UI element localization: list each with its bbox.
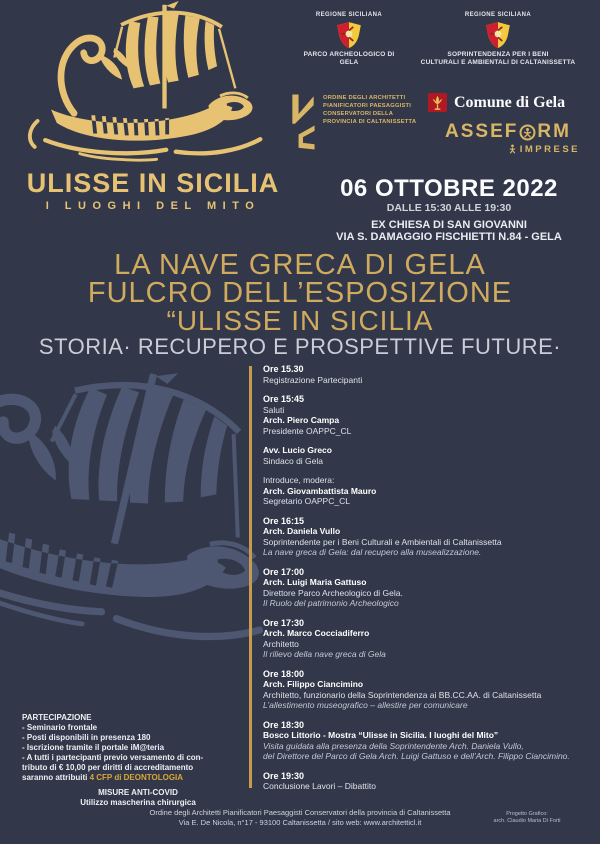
program-line: Registrazione Partecipanti bbox=[263, 374, 363, 385]
participation-item: - Seminario frontale bbox=[22, 723, 98, 732]
greek-ship-illustration bbox=[22, 0, 272, 168]
program-item bbox=[263, 771, 593, 792]
main-title-block bbox=[0, 251, 600, 359]
participation-credits bbox=[22, 773, 254, 783]
participation-block bbox=[22, 713, 254, 808]
brand-block bbox=[26, 168, 280, 212]
ordine-architetti-glyph-icon bbox=[287, 92, 319, 152]
graphic-design-credit bbox=[472, 811, 582, 825]
program-speaker: Arch. Luigi Maria Gattuso bbox=[263, 577, 367, 587]
program-talk-title: L’allestimento museografico – allestire per comunicare bbox=[263, 700, 468, 710]
program-schedule bbox=[263, 364, 593, 801]
asseform-sub: IMPRESE bbox=[519, 144, 580, 155]
program-item bbox=[263, 618, 593, 660]
event-date: 06 OTTOBRE 2022 bbox=[340, 175, 558, 202]
event-venue: EX CHIESA DI SAN GIOVANNI bbox=[371, 219, 527, 231]
credit-line1: Progetto Grafico: bbox=[506, 811, 548, 817]
trinacria-crest-icon bbox=[485, 21, 511, 49]
program-time: Ore 18:30 bbox=[263, 719, 305, 730]
program-time: Ore 19:30 bbox=[263, 770, 305, 781]
logo-regione-parco-gela bbox=[297, 12, 401, 67]
region-caption-line2: CULTURALI E AMBIENTALI DI CALTANISSETTA bbox=[420, 59, 576, 66]
program-talk-title: del Direttore del Parco di Gela Arch. Luigi Gattuso e dell’Arch. Filippo Ciancimino. bbox=[263, 751, 570, 761]
footer-line2: Via E. De Nicola, n°17 - 93100 Caltanissetta / sito web: www.architetticl.it bbox=[178, 817, 422, 827]
region-label: REGIONE SICILIANA bbox=[464, 12, 532, 18]
credits-prefix: saranno attribuiti bbox=[22, 773, 90, 782]
footer-line1: Ordine degli Architetti Pianificatori Paesaggisti Conservatori della provincia di Caltanissetta bbox=[149, 808, 451, 817]
program-line: Soprintendente per i Beni Culturali e Ambientali di Caltanissetta bbox=[263, 536, 502, 547]
gela-crest-icon bbox=[428, 93, 447, 112]
program-speaker: Arch. Daniela Vullo bbox=[263, 526, 341, 536]
program-line: Direttore Parco Archeologico di Gela. bbox=[263, 587, 403, 598]
event-info-block bbox=[308, 176, 590, 243]
brand-subtitle: I LUOGHI DEL MITO bbox=[45, 200, 261, 212]
region-label: REGIONE SICILIANA bbox=[315, 12, 383, 18]
program-item bbox=[263, 516, 593, 558]
credit-line2: arch. Claudio Maria Di Forti bbox=[493, 818, 561, 824]
event-time: DALLE 15:30 ALLE 19:30 bbox=[386, 202, 512, 214]
program-item bbox=[263, 720, 593, 762]
event-address: VIA S. DAMAGGIO FISCHIETTI N.84 - GELA bbox=[336, 231, 562, 243]
program-talk-title: La nave greca di Gela: dal recupero alla musealizzazione. bbox=[263, 547, 482, 557]
program-time: Ore 15.30 bbox=[263, 364, 304, 374]
region-caption-line1: SOPRINTENDENZA PER I BENI bbox=[447, 51, 549, 58]
participation-item: tributo di € 10,00 per diritti di accreditamento bbox=[22, 763, 194, 772]
program-item bbox=[263, 475, 593, 507]
program-speaker: Arch. Marco Cocciadiferro bbox=[263, 628, 370, 638]
program-item bbox=[263, 567, 593, 609]
main-title-line2: FULCRO DELL’ESPOSIZIONE bbox=[87, 277, 513, 309]
program-time: Ore 18:00 bbox=[263, 668, 305, 679]
program-item bbox=[263, 669, 593, 711]
comune-name: Comune di Gela bbox=[454, 93, 566, 111]
program-time: Ore 17:30 bbox=[263, 617, 305, 628]
cfp-credits-highlight: 4 CFP di DEONTOLOGIA bbox=[89, 773, 184, 782]
asseform-name-left: ASSEF bbox=[445, 121, 519, 142]
asseform-figure-icon bbox=[519, 124, 536, 141]
logo-regione-soprintendenza bbox=[408, 12, 588, 67]
program-line: Presidente OAPPC_CL bbox=[263, 425, 352, 436]
main-title-line1: LA NAVE GRECA DI GELA bbox=[114, 249, 486, 281]
participation-title: PARTECIPAZIONE bbox=[22, 713, 92, 722]
asseform-name-right: RM bbox=[537, 121, 571, 142]
program-line: Sindaco di Gela bbox=[263, 455, 324, 466]
program-line: Conclusione Lavori – Dibattito bbox=[263, 781, 376, 791]
region-caption: PARCO ARCHEOLOGICO DI GELA bbox=[303, 51, 395, 66]
program-speaker: Arch. Piero Campa bbox=[263, 415, 340, 425]
program-line: Saluti bbox=[263, 404, 285, 415]
program-item bbox=[263, 394, 593, 436]
program-line: Architetto bbox=[263, 638, 299, 649]
program-line: Segretario OAPPC_CL bbox=[263, 496, 350, 506]
main-title-line3: “ULISSE IN SICILIA bbox=[166, 305, 434, 336]
participation-item: - A tutti i partecipanti previo versamento di con- bbox=[22, 753, 204, 762]
program-speaker: Arch. Giovambattista Mauro bbox=[263, 485, 377, 496]
logo-comune-di-gela bbox=[428, 93, 565, 112]
program-time: Ore 16:15 bbox=[263, 515, 305, 526]
program-time: Ore 17:00 bbox=[263, 566, 305, 577]
program-talk-title: Il Ruolo del patrimonio Archeologico bbox=[263, 598, 399, 608]
participation-item: - Iscrizione tramite il portale iM@teria bbox=[22, 743, 165, 752]
covid-title: MISURE ANTI-COVID bbox=[98, 788, 178, 797]
ordine-line1: ORDINE DEGLI ARCHITETTI bbox=[323, 95, 406, 101]
logo-asseform bbox=[432, 121, 584, 155]
program-time: Ore 15:45 bbox=[263, 394, 305, 404]
program-talk-title: Il rilievo della nave greca di Gela bbox=[263, 649, 386, 659]
trinacria-crest-icon bbox=[336, 21, 362, 49]
program-speaker: Bosco Littorio - Mostra “Ulisse in Sicilia. I luoghi del Mito” bbox=[263, 730, 499, 740]
brand-title: ULISSE IN SICILIA bbox=[26, 168, 280, 198]
logo-ordine-architetti bbox=[287, 92, 416, 152]
ordine-line2: PIANIFICATORI PAESAGGISTI bbox=[323, 103, 412, 109]
program-item bbox=[263, 445, 593, 466]
covid-text: Utilizzo mascherina chirurgica bbox=[80, 798, 196, 807]
program-line: Introduce, modera: bbox=[263, 475, 335, 485]
imprese-figure-icon bbox=[508, 144, 517, 155]
ordine-line3: CONSERVATORI DELLA bbox=[323, 111, 394, 117]
participation-item: - Posti disponibili in presenza 180 bbox=[22, 733, 151, 742]
ordine-line4: PROVINCIA DI CALTANISSETTA bbox=[323, 119, 417, 125]
program-speaker: Avv. Lucio Greco bbox=[263, 445, 332, 455]
main-title-line4: STORIA· RECUPERO E PROSPETTIVE FUTURE· bbox=[38, 334, 562, 359]
program-speaker: Arch. Filippo Ciancimino bbox=[263, 679, 364, 689]
program-line: Architetto, funzionario della Soprintendenza ai BB.CC.AA. di Caltanissetta bbox=[263, 689, 542, 700]
program-talk-title: Visita guidata alla presenza della Soprintendente Arch. Daniela Vullo, bbox=[263, 740, 524, 751]
program-item bbox=[263, 364, 593, 385]
